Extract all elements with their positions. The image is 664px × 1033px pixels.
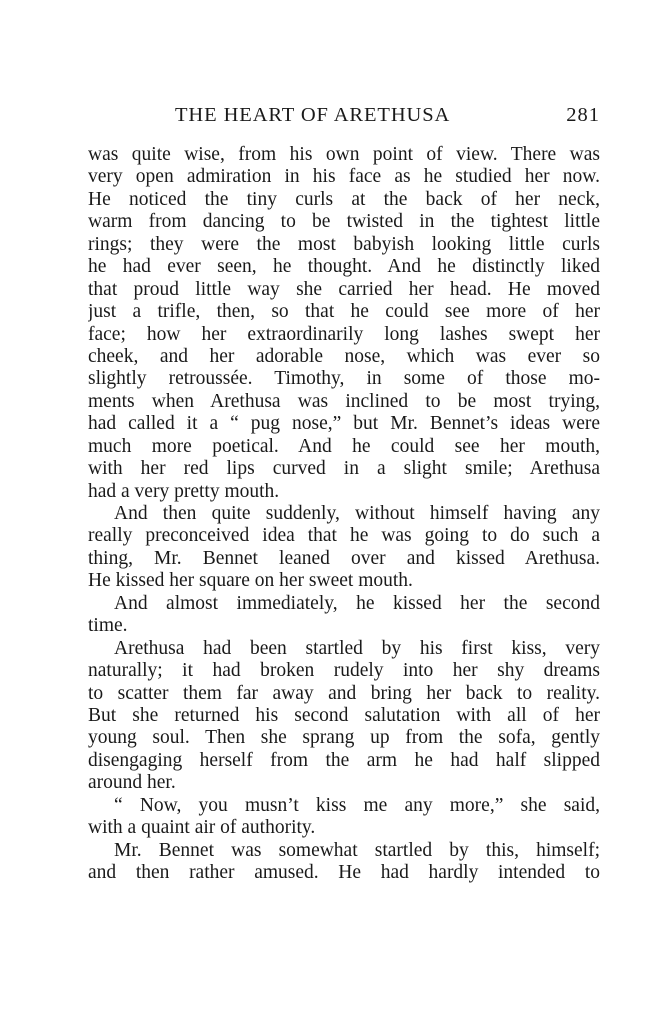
text-line: “ Now, you musn’t kiss me any more,” she said, — [114, 794, 600, 816]
text-line: with her red lips curved in a slight smile; Arethusa — [88, 458, 600, 480]
body-text — [88, 144, 600, 884]
text-line: And almost immediately, he kissed her the second — [114, 592, 600, 614]
text-line: naturally; it had broken rudely into her shy dreams — [88, 660, 600, 682]
page-number: 281 — [566, 104, 600, 126]
text-line: to scatter them far away and bring her back to reality. — [88, 682, 600, 704]
text-line: and then rather amused. He had hardly intended to — [88, 862, 600, 883]
text-line: slightly retroussée. Timothy, in some of those mo- — [88, 368, 600, 390]
text-line: very open admiration in his face as he studied her now. — [88, 166, 600, 188]
text-line: Arethusa had been startled by his first kiss, very — [114, 637, 600, 659]
text-line: really preconceived idea that he was going to do such a — [88, 525, 600, 547]
running-head — [0, 104, 600, 134]
text-line: cheek, and her adorable nose, which was ever so — [88, 345, 600, 367]
text-line: And then quite suddenly, without himself having any — [114, 503, 600, 524]
text-line: disengaging herself from the arm he had half slipped — [88, 749, 600, 771]
text-line: rings; they were the most babyish looking little curls — [88, 233, 600, 255]
text-line: warm from dancing to be twisted in the tightest little — [88, 211, 600, 233]
text-line: He noticed the tiny curls at the back of her neck, — [88, 188, 600, 210]
text-line: face; how her extraordinarily long lashes swept her — [88, 323, 600, 345]
text-line: just a trifle, then, so that he could see more of her — [88, 301, 600, 323]
text-line: that proud little way she carried her head. He moved — [88, 278, 600, 300]
text-line: He kissed her square on her sweet mouth. — [88, 570, 413, 592]
text-line: time. — [88, 615, 128, 637]
text-line: Mr. Bennet was somewhat startled by this, himself; — [114, 839, 600, 861]
text-line: much more poetical. And he could see her mouth, — [88, 435, 600, 457]
text-line: young soul. Then she sprang up from the sofa, gently — [88, 727, 600, 749]
text-line: he had ever seen, he thought. And he distinctly liked — [88, 256, 600, 278]
text-line: was quite wise, from his own point of view. There was — [88, 144, 600, 165]
text-line: had a very pretty mouth. — [88, 480, 280, 502]
text-line: with a quaint air of authority. — [88, 817, 316, 839]
text-line: thing, Mr. Bennet leaned over and kissed Arethusa. — [88, 547, 600, 569]
text-line: But she returned his second salutation with all of her — [88, 704, 600, 726]
text-line: around her. — [88, 772, 176, 794]
text-line: had called it a “ pug nose,” but Mr. Bennet’s ideas were — [88, 413, 600, 435]
running-title: THE HEART OF ARETHUSA — [175, 104, 451, 126]
text-line: ments when Arethusa was inclined to be most trying, — [88, 390, 600, 412]
